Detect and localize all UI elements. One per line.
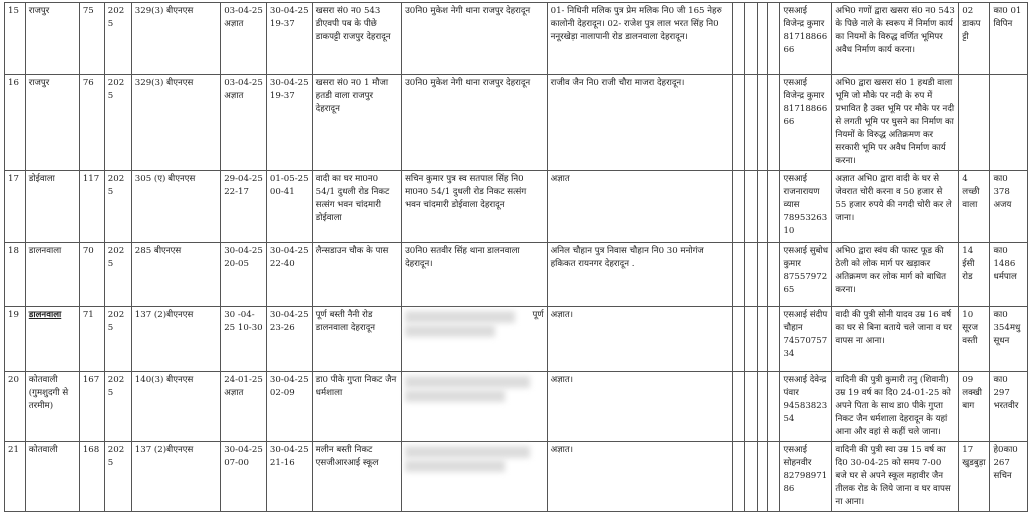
- sno-text: 17: [8, 174, 19, 184]
- beat-text: 14 ईसी रोड: [962, 246, 975, 282]
- thana-text: डालनवाला: [28, 246, 62, 256]
- empty-cell: [732, 171, 744, 243]
- empty-cell: [757, 243, 767, 307]
- fir-text: 75: [82, 6, 94, 16]
- section-cell: [131, 442, 220, 512]
- desc-text: वादिनी की पुत्री स्वा उम्र 15 वर्ष का दि0 30-04-25 को समय 7-00 बजे घर से अपने स्कूल महावीर जैन तीलक रोड के लिये जाना व घर वापस ना आना।: [835, 445, 951, 507]
- occurred-text: 03-04-25 अज्ञात: [224, 78, 263, 101]
- redacted-complainant: [405, 446, 544, 472]
- complainant-cell: [402, 75, 548, 171]
- reported-text: 30-04-25 19-37: [269, 78, 309, 101]
- section-text: 329(3) बीएनएस: [134, 6, 194, 16]
- occurred-text: 30-04-25 20-05: [224, 246, 263, 269]
- complainant-cell: [402, 307, 548, 372]
- serial-number-cell: [5, 3, 26, 75]
- accused-cell: [547, 442, 732, 512]
- table-row: [5, 442, 1028, 512]
- empty-cell: [757, 171, 767, 243]
- empty-cell: [745, 442, 757, 512]
- complainant-cell: [402, 243, 548, 307]
- desc-text: अभि0 द्वारा स्वंय की फास्ट फूड की ठेली को लोक मार्ग पर खड़ाकर अतिक्रमण कर लोक मार्ग को बाधित करना।: [835, 246, 947, 295]
- occurred-datetime-cell: [221, 307, 267, 372]
- io-text: एसआई राजनारायण व्यास 7895326310: [783, 174, 828, 236]
- occurred-datetime-cell: [221, 442, 267, 512]
- fir-text: 70: [82, 246, 94, 256]
- fir-text: 117: [82, 174, 100, 184]
- empty-cell: [732, 372, 744, 442]
- fir-text: 71: [82, 310, 94, 320]
- fir-number-cell: [79, 372, 104, 442]
- empty-cell: [745, 307, 757, 372]
- complainant-text: उ0नि0 सतवीर सिंह थाना डालनवाला देहरादून।: [405, 246, 520, 269]
- accused-cell: [547, 171, 732, 243]
- description-cell: [832, 442, 959, 512]
- beat-cell: [959, 372, 990, 442]
- section-text: 137 (2)बीएनएस: [134, 445, 194, 455]
- reported-text: 01-05-25 00-41: [269, 174, 309, 197]
- beat-text: 10 सूरज वस्ती: [962, 310, 978, 346]
- table-row: [5, 307, 1028, 372]
- section-cell: [131, 3, 220, 75]
- empty-cell: [745, 75, 757, 171]
- empty-cell: [767, 171, 779, 243]
- beat-cell: [959, 3, 990, 75]
- col12-text: का0 297 भरतवीर: [993, 375, 1019, 411]
- io-text: एसआई विजेन्द्र कुमार 8171886666: [783, 6, 828, 55]
- empty-cell: [732, 3, 744, 75]
- occurred-datetime-cell: [221, 75, 267, 171]
- place-cell: [312, 243, 401, 307]
- section-text: 329(3) बीएनएस: [134, 78, 194, 88]
- occurred-text: 30 -04-25 10-30: [224, 310, 263, 333]
- year-cell: [104, 243, 131, 307]
- section-cell: [131, 243, 220, 307]
- reported-text: 30-04-25 22-40: [269, 246, 309, 269]
- beat-cell: [959, 442, 990, 512]
- description-cell: [832, 243, 959, 307]
- accused-cell: [547, 307, 732, 372]
- accused-cell: [547, 372, 732, 442]
- place-cell: [312, 171, 401, 243]
- description-cell: [832, 3, 959, 75]
- police-station-cell: [25, 307, 79, 372]
- place-cell: [312, 307, 401, 372]
- reported-datetime-cell: [266, 171, 312, 243]
- occurred-text: 29-04-25 22-17: [224, 174, 263, 197]
- reported-datetime-cell: [266, 307, 312, 372]
- empty-cell: [767, 372, 779, 442]
- place-cell: [312, 75, 401, 171]
- place-text: लैन्सडाउन चौक के पास: [315, 246, 389, 256]
- col12-text: का0 354मधुसूधन: [993, 310, 1021, 346]
- police-station-cell: [25, 3, 79, 75]
- accused-cell: [547, 75, 732, 171]
- thana-text: राजपुर: [28, 6, 50, 16]
- sno-text: 18: [8, 246, 19, 256]
- table-row: [5, 75, 1028, 171]
- constable-cell: [990, 171, 1028, 243]
- reported-text: 30-04-25 23-26: [269, 310, 309, 333]
- accused-text: 01- निधिनी मलिक पुत्र प्रेम मलिक नि0 जी 165 नेहरु कालोनी देहरादून। 02- राजेश पुत्र लाल भरत सिंह नि0 ननूरखेड़ा नालापानी रोड डालनवाला देहरादून।: [550, 6, 722, 42]
- empty-cell: [732, 243, 744, 307]
- fir-text: 168: [82, 445, 100, 455]
- fir-number-cell: [79, 3, 104, 75]
- empty-cell: [745, 3, 757, 75]
- section-text: 137 (2)बीएनएस: [134, 310, 194, 320]
- io-text: एसआई सुबोध कुमार 8755797265: [783, 246, 828, 295]
- constable-cell: [990, 372, 1028, 442]
- serial-number-cell: [5, 243, 26, 307]
- year-text: 2025: [107, 78, 125, 101]
- fir-number-cell: [79, 307, 104, 372]
- beat-cell: [959, 171, 990, 243]
- fir-text: 76: [82, 78, 94, 88]
- thana-text: कोतवाली: [28, 445, 58, 455]
- redacted-complainant: [405, 311, 544, 337]
- year-cell: [104, 75, 131, 171]
- reported-datetime-cell: [266, 372, 312, 442]
- empty-cell: [767, 307, 779, 372]
- description-cell: [832, 171, 959, 243]
- complainant-cell: [402, 372, 548, 442]
- section-cell: [131, 171, 220, 243]
- fir-register-table: [4, 2, 1028, 512]
- sno-text: 15: [8, 6, 19, 16]
- investigating-officer-cell: [780, 3, 832, 75]
- empty-cell: [767, 75, 779, 171]
- year-text: 2025: [107, 445, 125, 468]
- fir-number-cell: [79, 243, 104, 307]
- desc-text: अभि0 गणों द्वारा खसरा सं0 न0 543 के पिछे नाले के स्वरूप में निर्माण कार्य का नियमों के विरुद्ध वर्णित भूमिपर अवैध निर्माण कार्य करना।: [835, 6, 955, 55]
- table-row: [5, 171, 1028, 243]
- year-cell: [104, 171, 131, 243]
- reported-datetime-cell: [266, 75, 312, 171]
- col12-text: का0 1486 धर्मपाल: [993, 246, 1017, 282]
- accused-text: अज्ञात।: [550, 375, 574, 385]
- investigating-officer-cell: [780, 442, 832, 512]
- desc-text: अभि0 द्वारा खसरा सं0 1 हथडी वाला भूमि जो मौके पर नदी के रुप में प्रभावित है उक्त भूमि पर मौके पर नदी से लगती भूमि पर घुसने का निर्माण का नियमों के विरुद्ध अतिक्रमण कर सरकारी भूमि पर अवैध निर्माण कार्य करना।: [835, 78, 955, 166]
- table-row: [5, 372, 1028, 442]
- year-cell: [104, 372, 131, 442]
- investigating-officer-cell: [780, 372, 832, 442]
- year-cell: [104, 442, 131, 512]
- investigating-officer-cell: [780, 75, 832, 171]
- empty-cell: [767, 243, 779, 307]
- fir-number-cell: [79, 75, 104, 171]
- empty-cell: [745, 171, 757, 243]
- thana-text: डोईवाला: [28, 174, 55, 184]
- thana-text: डालनवाला: [28, 310, 62, 320]
- police-station-cell: [25, 372, 79, 442]
- reported-datetime-cell: [266, 243, 312, 307]
- empty-cell: [757, 75, 767, 171]
- fir-text: 167: [82, 375, 100, 385]
- police-station-cell: [25, 171, 79, 243]
- police-station-cell: [25, 243, 79, 307]
- empty-cell: [767, 3, 779, 75]
- year-text: 2025: [107, 246, 125, 269]
- investigating-officer-cell: [780, 171, 832, 243]
- empty-cell: [757, 372, 767, 442]
- serial-number-cell: [5, 307, 26, 372]
- place-text: डा0 पीके गुप्ता निकट जैन धर्मशाला: [315, 375, 397, 398]
- empty-cell: [757, 307, 767, 372]
- io-text: एसआई संदीप चौहान 7457075734: [783, 310, 828, 359]
- empty-cell: [757, 3, 767, 75]
- io-text: एसआई देवेन्द्र पंवार 9458382354: [783, 375, 828, 424]
- constable-cell: [990, 75, 1028, 171]
- description-cell: [832, 75, 959, 171]
- col12-text: का0 378 अजय: [993, 174, 1012, 210]
- sno-text: 21: [8, 445, 19, 455]
- constable-cell: [990, 3, 1028, 75]
- complainant-cell: [402, 442, 548, 512]
- accused-text: राजीव जैन नि0 राजी चौरा माजरा देहरादून।: [550, 78, 685, 88]
- beat-text: 17 खुडबुड़ा: [962, 445, 986, 468]
- sno-text: 19: [8, 310, 19, 320]
- beat-cell: [959, 307, 990, 372]
- section-cell: [131, 372, 220, 442]
- col12-text: का0 01 विपिन: [993, 6, 1022, 29]
- accused-text: अनिल चौहान पुत्र निवास चौहान नि0 30 मनोगंज हकिकत रायनगर देहरादून .: [550, 246, 704, 269]
- fir-number-cell: [79, 171, 104, 243]
- reported-text: 30-04-25 02-09: [269, 375, 309, 398]
- constable-cell: [990, 307, 1028, 372]
- place-text: मलीन बस्ती निकट एसजीआरआई स्कूल: [315, 445, 379, 468]
- beat-text: 09 लक्खीबाग: [962, 375, 982, 411]
- year-text: 2025: [107, 174, 125, 197]
- complainant-cell: [402, 171, 548, 243]
- place-cell: [312, 372, 401, 442]
- io-text: एसआई सोहनवीर 8279897186: [783, 445, 828, 494]
- year-text: 2025: [107, 6, 125, 29]
- place-text: पूर्ण बस्ती नैनी रोड डालनवाला देहरादून: [315, 310, 376, 333]
- reported-datetime-cell: [266, 3, 312, 75]
- redacted-complainant: [405, 376, 544, 402]
- occurred-datetime-cell: [221, 372, 267, 442]
- table-row: [5, 243, 1028, 307]
- section-cell: [131, 75, 220, 171]
- accused-text: अज्ञात।: [550, 310, 574, 320]
- year-cell: [104, 307, 131, 372]
- sno-text: 20: [8, 375, 19, 385]
- place-cell: [312, 3, 401, 75]
- constable-cell: [990, 243, 1028, 307]
- section-cell: [131, 307, 220, 372]
- accused-cell: [547, 243, 732, 307]
- occurred-datetime-cell: [221, 3, 267, 75]
- empty-cell: [745, 243, 757, 307]
- section-text: 285 बीएनएस: [134, 246, 182, 256]
- complainant-text: उ0नि0 मुकेश नेगी थाना राजपुर देहरादून: [405, 6, 531, 16]
- empty-cell: [757, 442, 767, 512]
- constable-cell: [990, 442, 1028, 512]
- occurred-datetime-cell: [221, 243, 267, 307]
- beat-text: 02 डाकपट्टी: [962, 6, 981, 42]
- accused-cell: [547, 3, 732, 75]
- accused-text: अज्ञात।: [550, 445, 574, 455]
- reported-text: 30-04-25 19-37: [269, 6, 309, 29]
- serial-number-cell: [5, 171, 26, 243]
- reported-datetime-cell: [266, 442, 312, 512]
- empty-cell: [732, 307, 744, 372]
- empty-cell: [732, 75, 744, 171]
- thana-text: कोतवाली (गुमशुदगी से तरमीम): [28, 375, 69, 411]
- description-cell: [832, 307, 959, 372]
- serial-number-cell: [5, 372, 26, 442]
- year-cell: [104, 3, 131, 75]
- occurred-text: 30-04-25 07-00: [224, 445, 263, 468]
- desc-text: अज्ञात अभि0 द्वारा वादी के घर से जेवरात चोरी करना व 50 हजार से 55 हजार रुपये की नगदी चोरी कर ले जाना।: [835, 174, 952, 223]
- serial-number-cell: [5, 75, 26, 171]
- section-text: 305 (ए) बीएनएस: [134, 174, 196, 184]
- empty-cell: [767, 442, 779, 512]
- complainant-text: सचिन कुमार पुत्र स्व सतपाल सिंह नि0 मा0न0 54/1 दुधली रोड निकट सत्संग भवन चांदमारी डोईवाला देहरादून: [405, 174, 527, 210]
- year-text: 2025: [107, 375, 125, 398]
- serial-number-cell: [5, 442, 26, 512]
- empty-cell: [745, 372, 757, 442]
- year-text: 2025: [107, 310, 125, 333]
- occurred-text: 03-04-25 अज्ञात: [224, 6, 263, 29]
- beat-text: 4 लच्छीवाला: [962, 174, 980, 210]
- section-text: 140(3) बीएनएस: [134, 375, 194, 385]
- police-station-cell: [25, 75, 79, 171]
- occurred-text: 24-01-25 अज्ञात: [224, 375, 263, 398]
- table-row: [5, 3, 1028, 75]
- police-station-cell: [25, 442, 79, 512]
- io-text: एसआई विजेन्द्र कुमार 8171886666: [783, 78, 828, 127]
- complainant-text: उ0नि0 मुकेश नेगी थाना राजपुर देहरादून: [405, 78, 531, 88]
- sno-text: 16: [8, 78, 19, 88]
- description-cell: [832, 372, 959, 442]
- investigating-officer-cell: [780, 243, 832, 307]
- place-cell: [312, 442, 401, 512]
- empty-cell: [732, 442, 744, 512]
- place-text: खसरा सं0 न0 543 डीएवपी पब के पीछे डाकपट्टी राजपुर देहरादून: [315, 6, 391, 42]
- occurred-datetime-cell: [221, 171, 267, 243]
- place-text: खसरा सं0 न0 1 मौजा हतडी वाला राजपुर देहरादून: [315, 78, 389, 114]
- complainant-cell: [402, 3, 548, 75]
- col12-text: हे0का0 267 सचिन: [993, 445, 1018, 481]
- desc-text: वादी की पुत्री सोनी यादव उम्र 16 वर्ष का घर से बिना बताये चले जाना व घर वापस ना आना।: [835, 310, 952, 346]
- desc-text: वादिनी की पुत्री कुमारी तनु (शिवानी) उम्र 19 वर्ष का दि0 24-01-25 को अपने पिता के साथ डा0 पीके गुप्ता निकट जैन धर्मशाला देहरादून के यहां आना और वहां से कहीं चले जाना।: [835, 375, 951, 437]
- thana-text: राजपुर: [28, 78, 50, 88]
- beat-cell: [959, 75, 990, 171]
- place-text: वादी का घर मा0न0 54/1 दुधली रोड निकट सत्संग भवन चांदमारी डोईवाला: [315, 174, 390, 223]
- reported-text: 30-04-25 21-16: [269, 445, 309, 468]
- complainant-tail-text: पूर्ण: [532, 310, 544, 320]
- beat-cell: [959, 243, 990, 307]
- investigating-officer-cell: [780, 307, 832, 372]
- accused-text: अज्ञात: [550, 174, 570, 184]
- fir-number-cell: [79, 442, 104, 512]
